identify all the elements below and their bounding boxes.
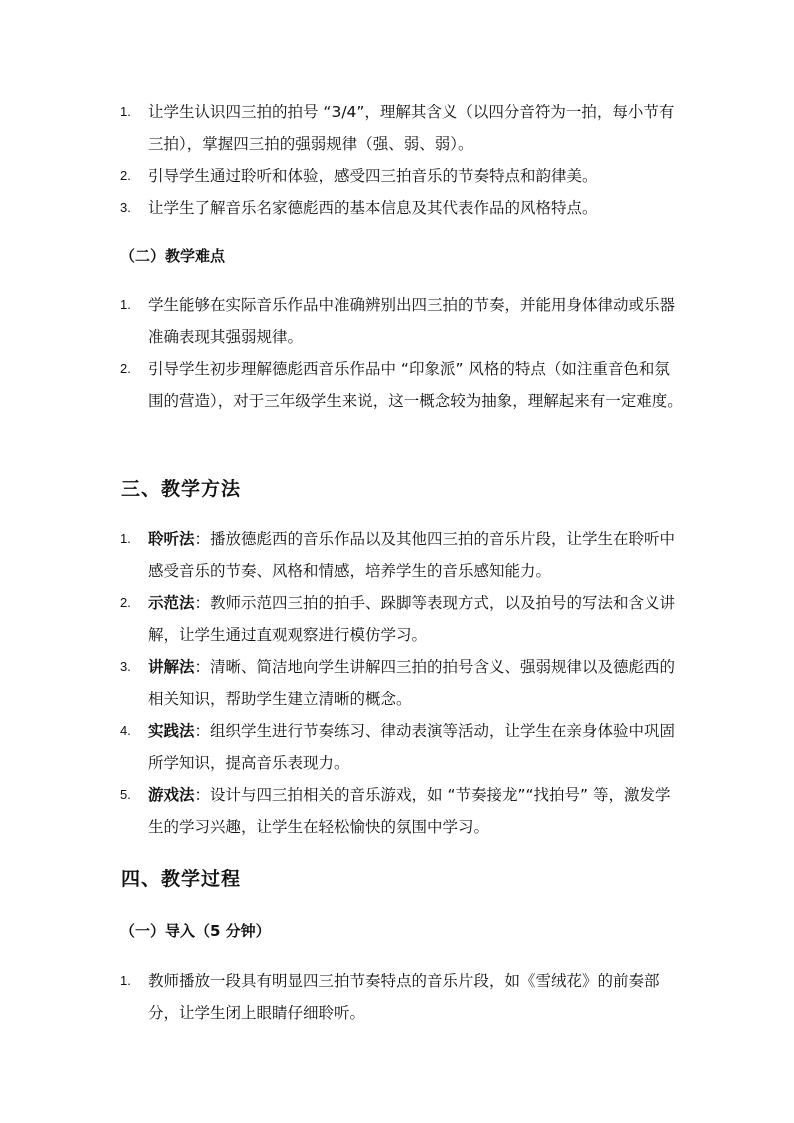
method-term: 实践法 <box>148 722 195 740</box>
list-item: 2. 引导学生初步理解德彪西音乐作品中 “印象派” 风格的特点（如注重音色和氛围的营造），对于三年级学生来说，这一概念较为抽象，理解起来有一定难度。 <box>120 360 683 410</box>
heading-methods: 三、教学方法 <box>121 478 242 500</box>
list-item: 3. 让学生了解音乐名家德彪西的基本信息及其代表作品的风格特点。 <box>120 199 598 217</box>
list-item: 2. 示范法：教师示范四三拍的拍手、跺脚等表现方式，以及拍号的写法和含义讲解，让学生通过直观观察进行模仿学习。 <box>120 594 676 644</box>
list-item: 1. 聆听法：播放德彪西的音乐作品以及其他四三拍的音乐片段，让学生在聆听中感受音乐的节奏、风格和情感，培养学生的音乐感知能力。 <box>120 530 676 580</box>
method-term: 聆听法 <box>148 530 195 548</box>
method-term: 示范法 <box>148 594 195 612</box>
list-item: 1. 让学生认识四三拍的拍号 “3/4”，理解其含义（以四分音符为一拍，每小节有三拍），掌握四三拍的强弱规律（强、弱、弱）。 <box>120 103 675 153</box>
list-item: 5. 游戏法：设计与四三拍相关的音乐游戏，如 “节奏接龙”“找拍号” 等，激发学生的学习兴趣，让学生在轻松愉快的氛围中学习。 <box>120 786 671 836</box>
list-item: 1. 学生能够在实际音乐作品中准确辨别出四三拍的节奏，并能用身体律动或乐器准确表现其强弱规律。 <box>120 296 676 346</box>
goals-list <box>0 96 794 224</box>
method-term: 游戏法 <box>148 786 195 804</box>
list-item: 3. 讲解法：清晰、简洁地向学生讲解四三拍的拍号含义、强弱规律以及德彪西的相关知识，帮助学生建立清晰的概念。 <box>120 658 676 708</box>
methods-list <box>0 523 794 843</box>
list-item: 4. 实践法：组织学生进行节奏练习、律动表演等活动，让学生在亲身体验中巩固所学知识，提高音乐表现力。 <box>120 722 676 772</box>
section-heading-difficulty: （二）教学难点 <box>120 247 226 265</box>
difficulty-list <box>0 289 794 417</box>
method-term: 讲解法 <box>148 658 195 676</box>
list-item: 2. 引导学生通过聆听和体验，感受四三拍音乐的节奏特点和韵律美。 <box>120 167 598 185</box>
list-item: 1. 教师播放一段具有明显四三拍节奏特点的音乐片段，如《雪绒花》的前奏部分，让学生闭上眼睛仔细聆听。 <box>120 972 660 1022</box>
section-heading-intro: （一）导入（5 分钟） <box>120 922 271 940</box>
intro-list <box>0 965 794 1029</box>
heading-process: 四、教学过程 <box>121 868 242 890</box>
